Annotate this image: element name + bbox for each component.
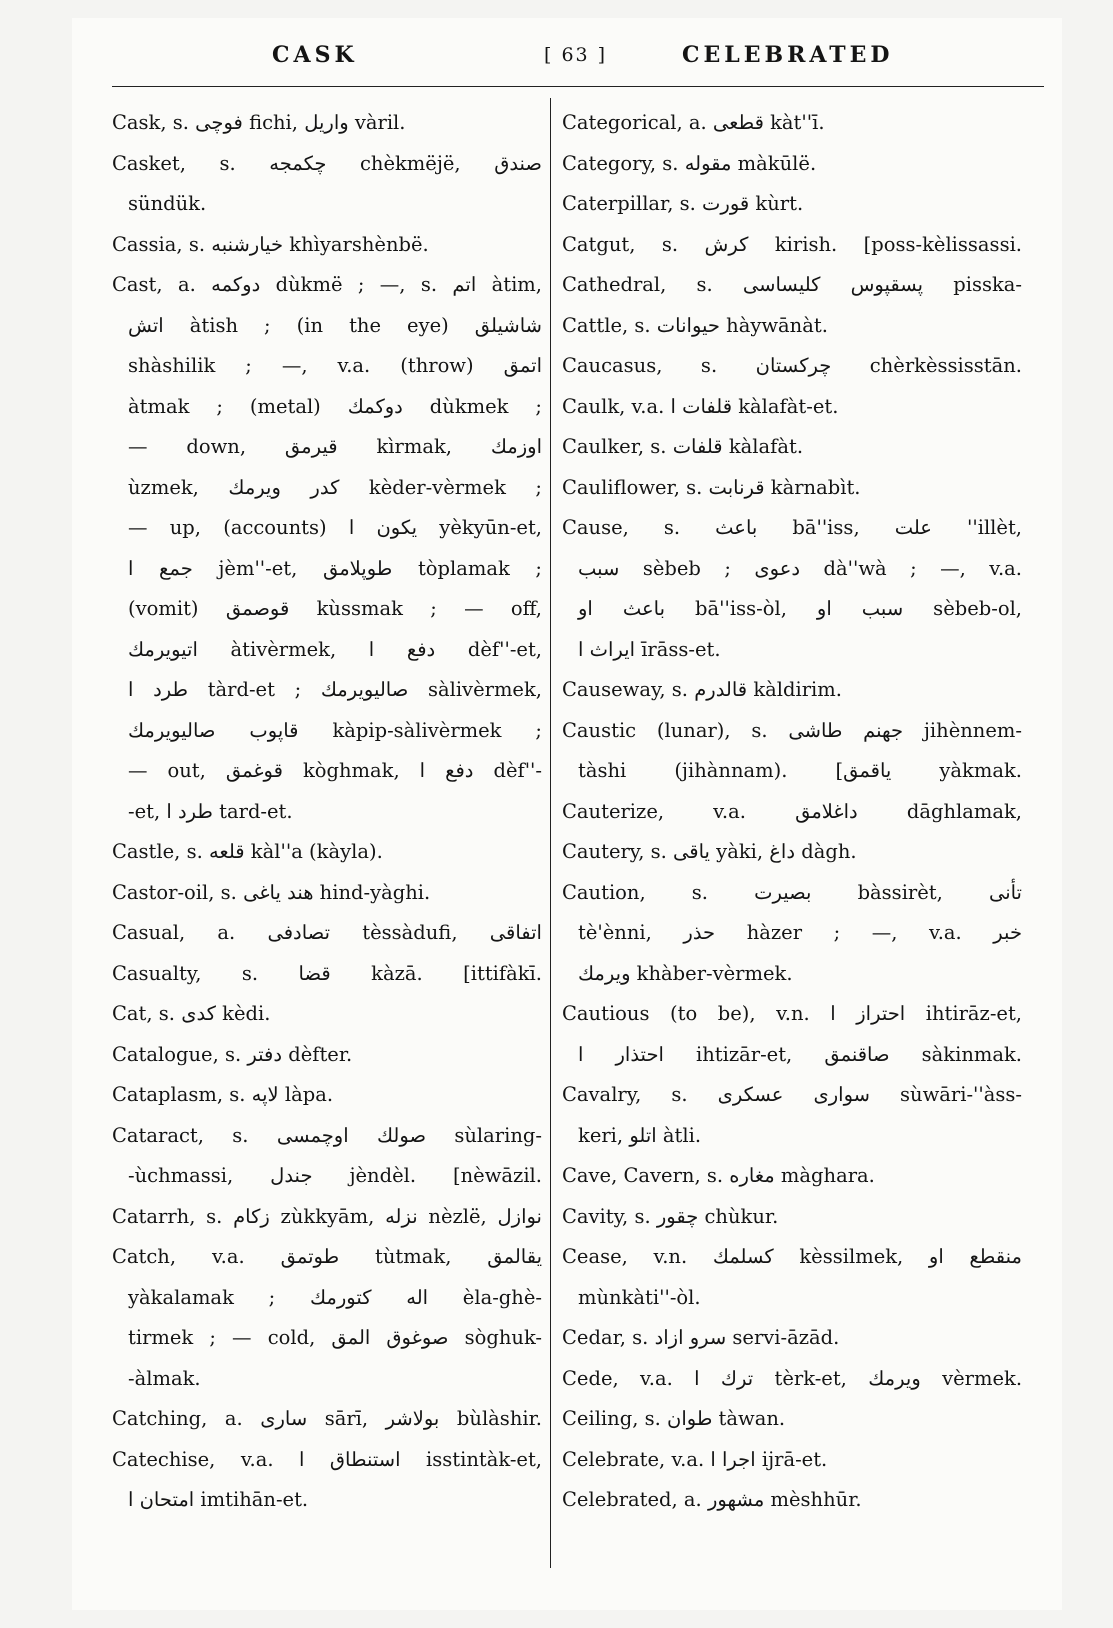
dictionary-line: ایراث ا īrāss-et.	[578, 637, 721, 661]
dictionary-line: سبب sèbeb ; دعوی dà''wà ; —, v.a.	[578, 556, 1022, 580]
dictionary-line: Castle, s. قلعه kàl''a (kàyla).	[112, 840, 383, 863]
dictionary-line: Cedar, s. سرو ازاد servi-āzād.	[562, 1326, 840, 1349]
dictionary-line: Casualty, s. قضا kàzā. [ittifàkī.	[112, 961, 542, 985]
header-first-word: CASK	[272, 42, 358, 68]
dictionary-line: Cauliflower, s. قرنابت kàrnabìt.	[562, 475, 861, 499]
dictionary-line: Cataplasm, s. لاپه làpa.	[112, 1083, 334, 1106]
dictionary-line: Cataract, s. صولك اوچمسی sùlaring-	[112, 1123, 542, 1147]
dictionary-line: Cavalry, s. سواری عسکری sùwāri-''àss-	[562, 1083, 1022, 1106]
dictionary-line: Cautious (to be), v.n. احتراز ا ihtirāz-et,	[562, 1002, 1022, 1025]
dictionary-line: shàshilik ; —, v.a. (throw) اتمق	[128, 354, 542, 377]
dictionary-line: — down, قیرمق kìrmak, اوزمك	[128, 435, 542, 458]
dictionary-line: tirmek ; — cold, صوغوق المق sòghuk-	[128, 1326, 542, 1349]
header-rule	[112, 86, 1044, 87]
dictionary-line: Casket, s. چکمجه chèkmëjë, صندق	[112, 151, 542, 175]
dictionary-line: keri, اتلو àtli.	[578, 1123, 702, 1147]
dictionary-line: Caustic (lunar), s. جهنم طاشی jihènnem-	[562, 718, 1022, 742]
dictionary-line: Casual, a. تصادفی tèssàdufi, اتفاقی	[112, 921, 542, 944]
dictionary-line: Cask, s. فوچی fichi, واریل vàril.	[112, 111, 406, 134]
right-column	[562, 103, 1022, 1521]
dictionary-line: — up, (accounts) یکون ا yèkyūn-et,	[128, 516, 542, 539]
dictionary-line: sündük.	[128, 192, 207, 215]
dictionary-line: احتذار ا ihtizār-et, صاقنمق sàkinmak.	[578, 1042, 1022, 1066]
dictionary-line: -àlmak.	[128, 1366, 201, 1390]
dictionary-line: àtmak ; (metal) دوکمك dùkmek ;	[128, 394, 542, 418]
dictionary-line: ùzmek, کدر ویرمك kèder-vèrmek ;	[128, 475, 542, 499]
dictionary-line: Cassia, s. خیارشنبه khìyarshènbë.	[112, 232, 429, 256]
dictionary-line: -ùchmassi, جندل jèndèl. [nèwāzil.	[128, 1164, 542, 1187]
dictionary-line: طرد ا tàrd-et ; صالیویرمك sàlivèrmek,	[128, 678, 542, 701]
running-header	[112, 42, 1044, 76]
dictionary-page	[72, 18, 1062, 1610]
dictionary-line: Catalogue, s. دفتر dèfter.	[112, 1042, 353, 1066]
dictionary-line: قاپوب صالیویرمك kàpip-sàlivèrmek ;	[128, 718, 542, 742]
dictionary-line: Caucasus, s. چرکستان chèrkèssisstān.	[562, 354, 1022, 377]
dictionary-line: Cause, s. باعث bā''iss, علت ''illèt,	[562, 516, 1022, 539]
dictionary-line: Cattle, s. حیوانات hàywānàt.	[562, 313, 828, 337]
dictionary-line: اتیویرمك àtivèrmek, دفع ا dèf''-et,	[128, 637, 542, 661]
dictionary-line: Cathedral, s. پسقپوس کلیساسی pisska-	[562, 273, 1022, 296]
dictionary-line: امتحان ا imtihān-et.	[128, 1488, 309, 1511]
dictionary-line: — out, قوغمق kòghmak, دفع ا dèf''-	[128, 759, 542, 782]
dictionary-line: Catechise, v.a. استنطاق ا isstintàk-et,	[112, 1447, 542, 1471]
dictionary-line: Caution, s. بصیرت bàssirèt, تأنی	[562, 880, 1022, 904]
dictionary-line: ویرمك khàber-vèrmek.	[578, 961, 793, 985]
column-divider	[550, 98, 551, 1568]
dictionary-line: Cave, Cavern, s. مغاره màghara.	[562, 1164, 875, 1187]
dictionary-line: Catch, v.a. طوتمق tùtmak, یقالمق	[112, 1245, 542, 1268]
dictionary-line: (vomit) قوصمق kùssmak ; — off,	[128, 597, 542, 620]
dictionary-line: -et, طرد ا tard-et.	[128, 799, 293, 823]
dictionary-line: Ceiling, s. طوان tàwan.	[562, 1407, 786, 1430]
dictionary-line: tàshi (jihànnam). [یاقمق yàkmak.	[578, 759, 1022, 782]
dictionary-line: Cede, v.a. ترك ا tèrk-et, ویرمك vèrmek.	[562, 1366, 1022, 1390]
dictionary-line: اتش àtish ; (in the eye) شاشیلق	[128, 313, 542, 337]
dictionary-line: Caulker, s. قلفات kàlafàt.	[562, 435, 804, 458]
dictionary-line: Catgut, s. کرش kirish. [poss-kèlissassi.	[562, 232, 1022, 256]
dictionary-line: Catching, a. ساری sārī, بولاشر bùlàshir.	[112, 1407, 542, 1430]
dictionary-line: Caulk, v.a. قلفات ا kàlafàt-et.	[562, 394, 839, 418]
dictionary-line: Catarrh, s. زکام zùkkyām, نزله nèzlë, نوازل	[112, 1204, 542, 1228]
dictionary-line: جمع ا jèm''-et, طوپلامق tòplamak ;	[128, 556, 542, 580]
dictionary-line: Caterpillar, s. قورت kùrt.	[562, 192, 804, 215]
dictionary-line: Castor-oil, s. هند یاغی hind-yàghi.	[112, 880, 431, 904]
dictionary-line: Categorical, a. قطعی kàt''ī.	[562, 111, 825, 134]
header-last-word: CELEBRATED	[682, 42, 894, 68]
left-column	[112, 103, 542, 1521]
dictionary-line: Celebrate, v.a. اجرا ا ijrā-et.	[562, 1447, 828, 1471]
dictionary-line: mùnkàti''-òl.	[578, 1285, 701, 1309]
dictionary-line: Cauterize, v.a. داغلامق dāghlamak,	[562, 799, 1022, 823]
dictionary-line: yàkalamak ; اله کتورمك èla-ghè-	[128, 1285, 542, 1309]
dictionary-line: Cavity, s. چقور chùkur.	[562, 1204, 779, 1228]
dictionary-line: tè'ènni, حذر hàzer ; —, v.a. خبر	[578, 921, 1022, 944]
dictionary-line: Cat, s. کدی kèdi.	[112, 1002, 271, 1025]
dictionary-line: Causeway, s. قالدرم kàldirim.	[562, 678, 842, 701]
dictionary-line: Cease, v.n. کسلمك kèssilmek, منقطع او	[562, 1245, 1022, 1268]
dictionary-line: Celebrated, a. مشهور mèshhūr.	[562, 1488, 862, 1511]
dictionary-line: باعث او bā''iss-òl, سبب او sèbeb-ol,	[578, 597, 1022, 620]
dictionary-line: Cautery, s. یاقی yàki, داغ dàgh.	[562, 840, 857, 863]
dictionary-line: Cast, a. دوکمه dùkmë ; —, s. اتم àtim,	[112, 273, 542, 296]
dictionary-line: Category, s. مقوله màkūlë.	[562, 151, 817, 175]
page-number: [ 63 ]	[544, 44, 608, 66]
